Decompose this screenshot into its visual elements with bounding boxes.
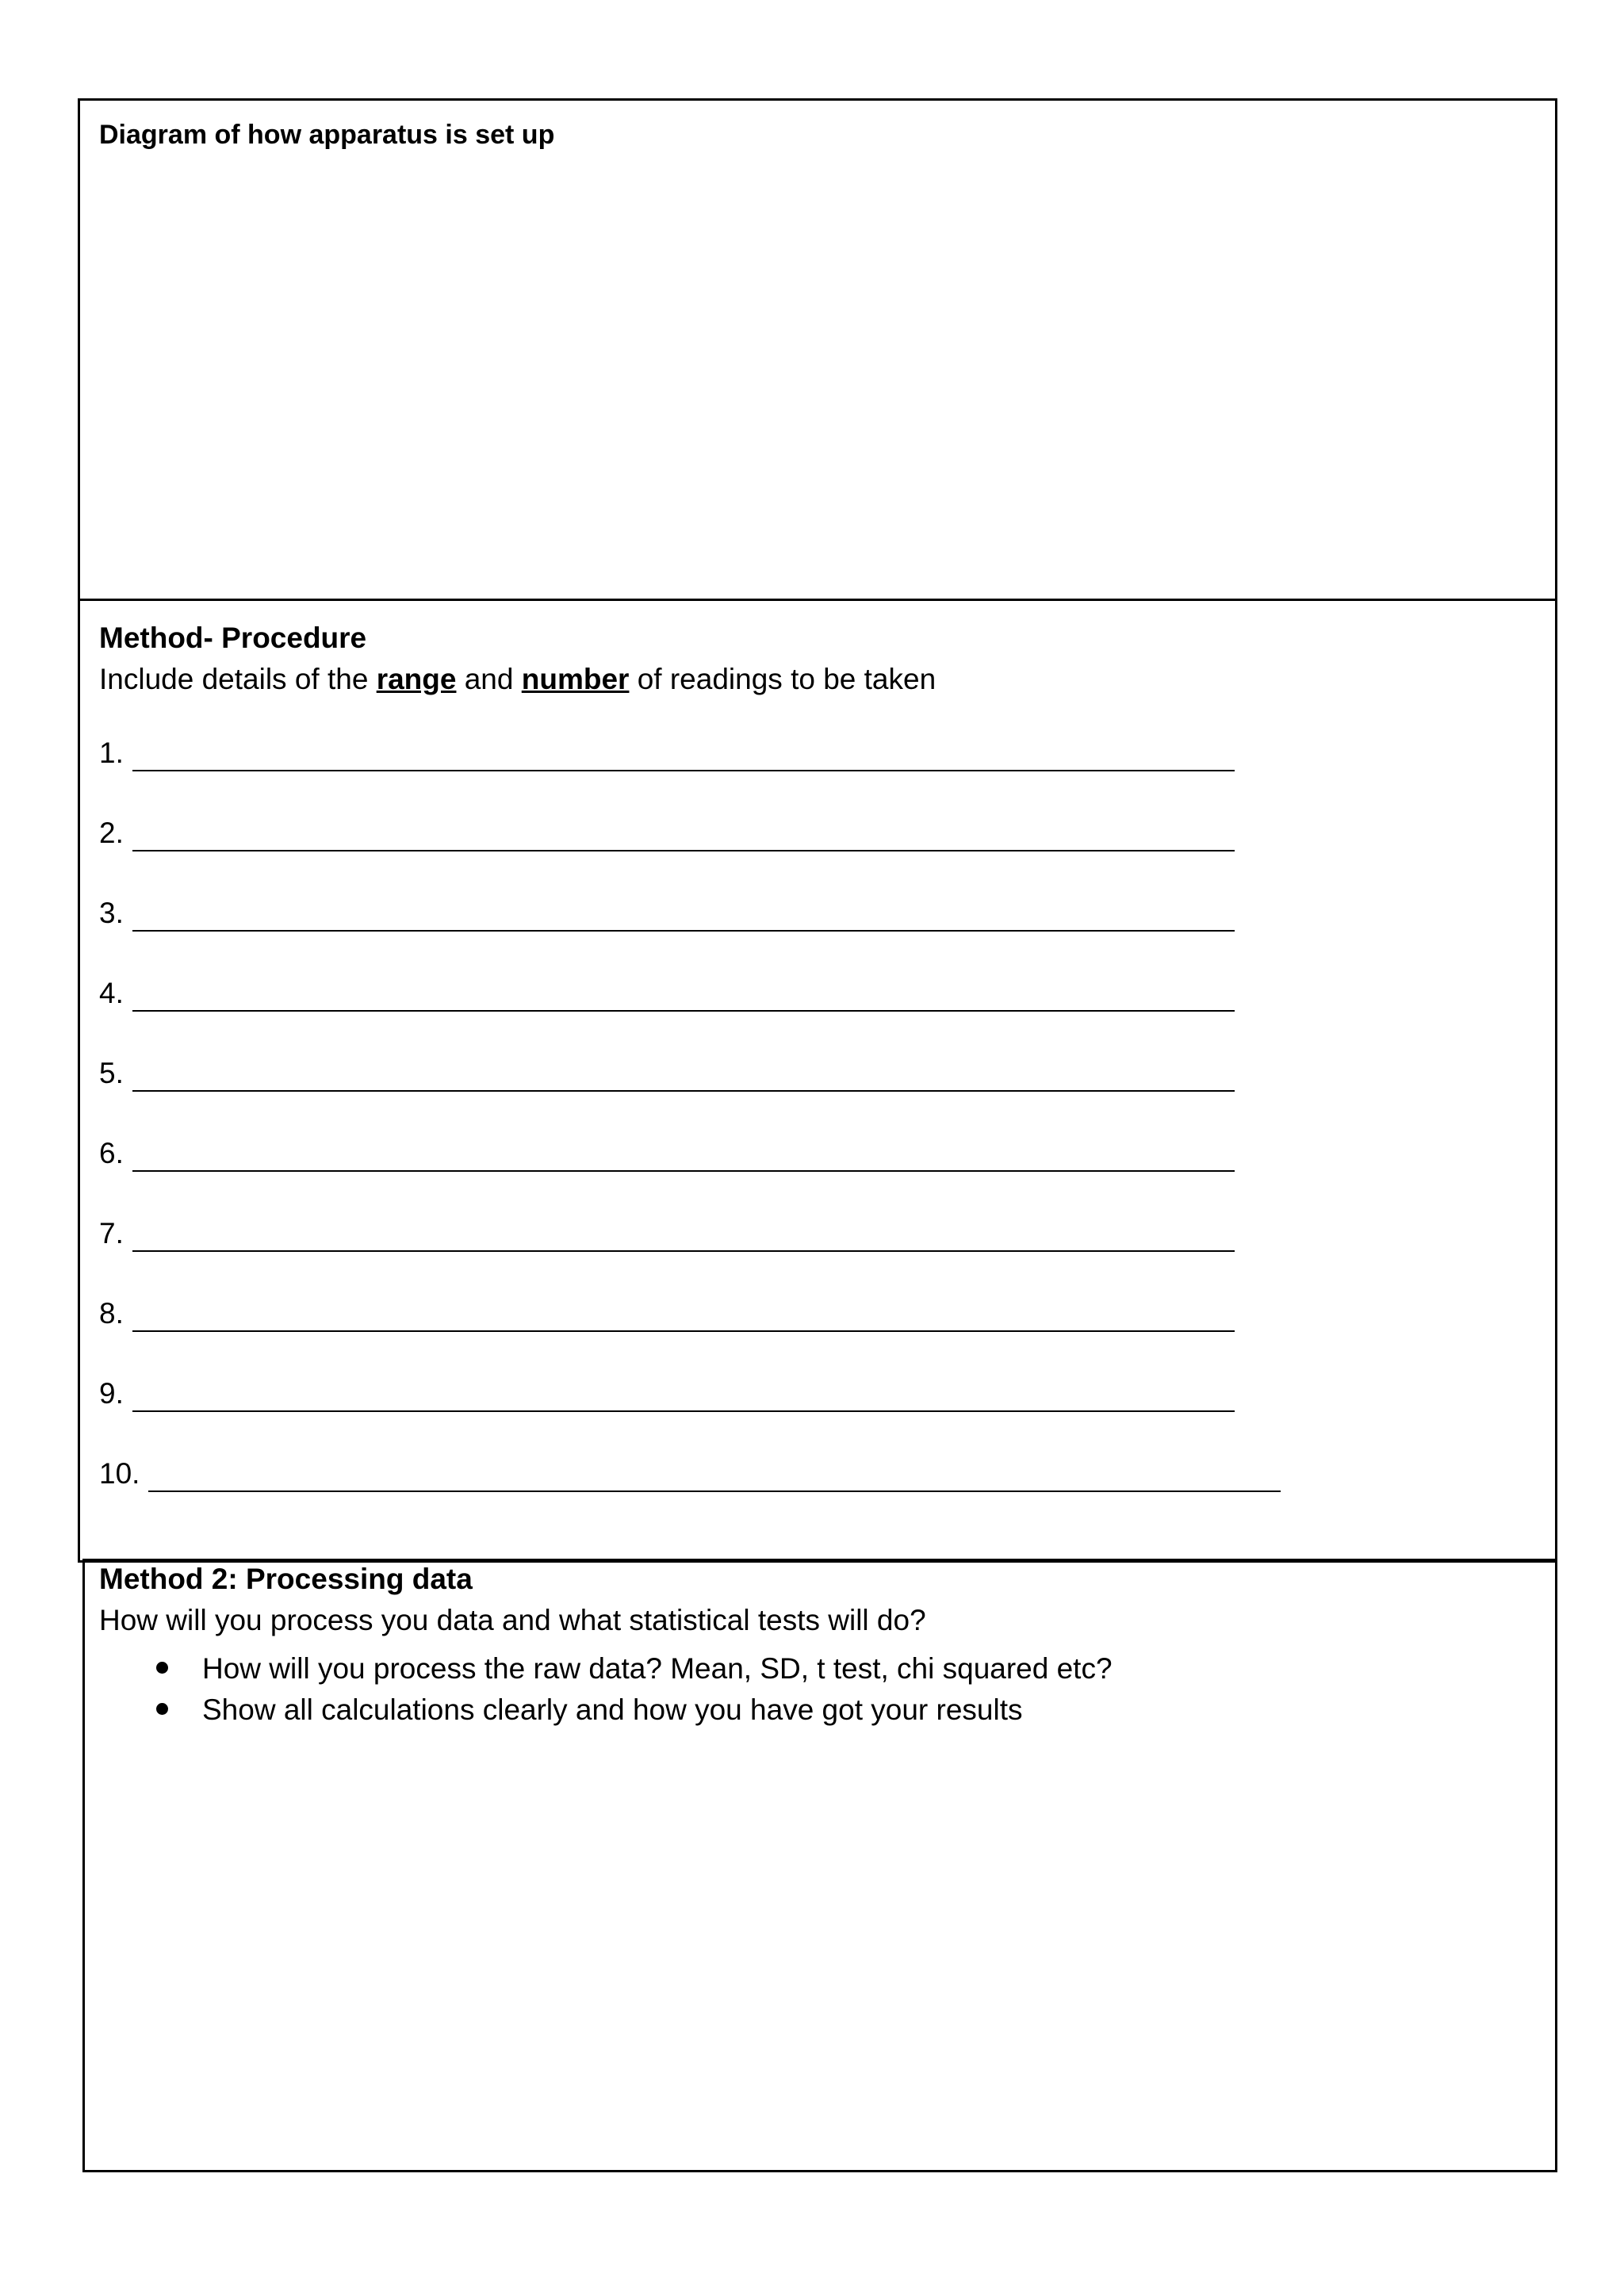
procedure-step-9 (99, 1374, 1368, 1414)
method-procedure-section (78, 599, 1557, 1563)
procedure-step-1 (99, 733, 1368, 773)
step-number: 7. (99, 1217, 124, 1249)
processing-question: How will you process you data and what statistical tests will do? (99, 1604, 926, 1636)
diagram-title: Diagram of how apparatus is set up (99, 120, 555, 150)
answer-line[interactable] (132, 1330, 1235, 1332)
procedure-step-2 (99, 813, 1368, 853)
bullet-item (148, 1648, 1113, 1689)
bullet-icon (156, 1703, 168, 1715)
instruction-text-before: Include details of the (99, 663, 377, 695)
answer-line[interactable] (132, 1010, 1235, 1012)
procedure-step-10 (99, 1454, 1368, 1494)
step-number: 4. (99, 977, 124, 1009)
procedure-step-6 (99, 1134, 1368, 1173)
step-number: 6. (99, 1137, 124, 1169)
diagram-section (78, 98, 1557, 601)
answer-line[interactable] (132, 770, 1235, 771)
step-number: 8. (99, 1297, 124, 1330)
procedure-step-3 (99, 894, 1368, 933)
method-instruction (99, 663, 936, 696)
procedure-step-4 (99, 974, 1368, 1013)
range-keyword: range (376, 663, 457, 695)
processing-title: Method 2: Processing data (99, 1563, 473, 1595)
answer-line[interactable] (132, 1090, 1235, 1092)
procedure-step-8 (99, 1294, 1368, 1334)
answer-line[interactable] (132, 1170, 1235, 1172)
step-number: 1. (99, 737, 124, 769)
bullet-item (148, 1689, 1113, 1731)
step-number: 10. (99, 1457, 140, 1490)
answer-line[interactable] (132, 1410, 1235, 1412)
processing-data-section (82, 1559, 1557, 2172)
bullet-text: How will you process the raw data? Mean, SD, t test, chi squared etc? (202, 1652, 1113, 1685)
procedure-step-5 (99, 1054, 1368, 1093)
bullet-text: Show all calculations clearly and how you have got your results (202, 1693, 1023, 1726)
answer-line[interactable] (132, 1250, 1235, 1252)
number-keyword: number (521, 663, 630, 695)
answer-line[interactable] (132, 930, 1235, 932)
procedure-step-7 (99, 1214, 1368, 1253)
step-number: 9. (99, 1377, 124, 1410)
answer-line[interactable] (148, 1490, 1281, 1492)
instruction-text-after: of readings to be taken (629, 663, 936, 695)
step-number: 3. (99, 897, 124, 929)
processing-bullet-list (148, 1648, 1113, 1731)
instruction-text-middle: and (456, 663, 522, 695)
answer-line[interactable] (132, 850, 1235, 851)
step-number: 2. (99, 817, 124, 849)
bullet-icon (156, 1662, 168, 1674)
method-title: Method- Procedure (99, 622, 367, 654)
step-number: 5. (99, 1057, 124, 1089)
